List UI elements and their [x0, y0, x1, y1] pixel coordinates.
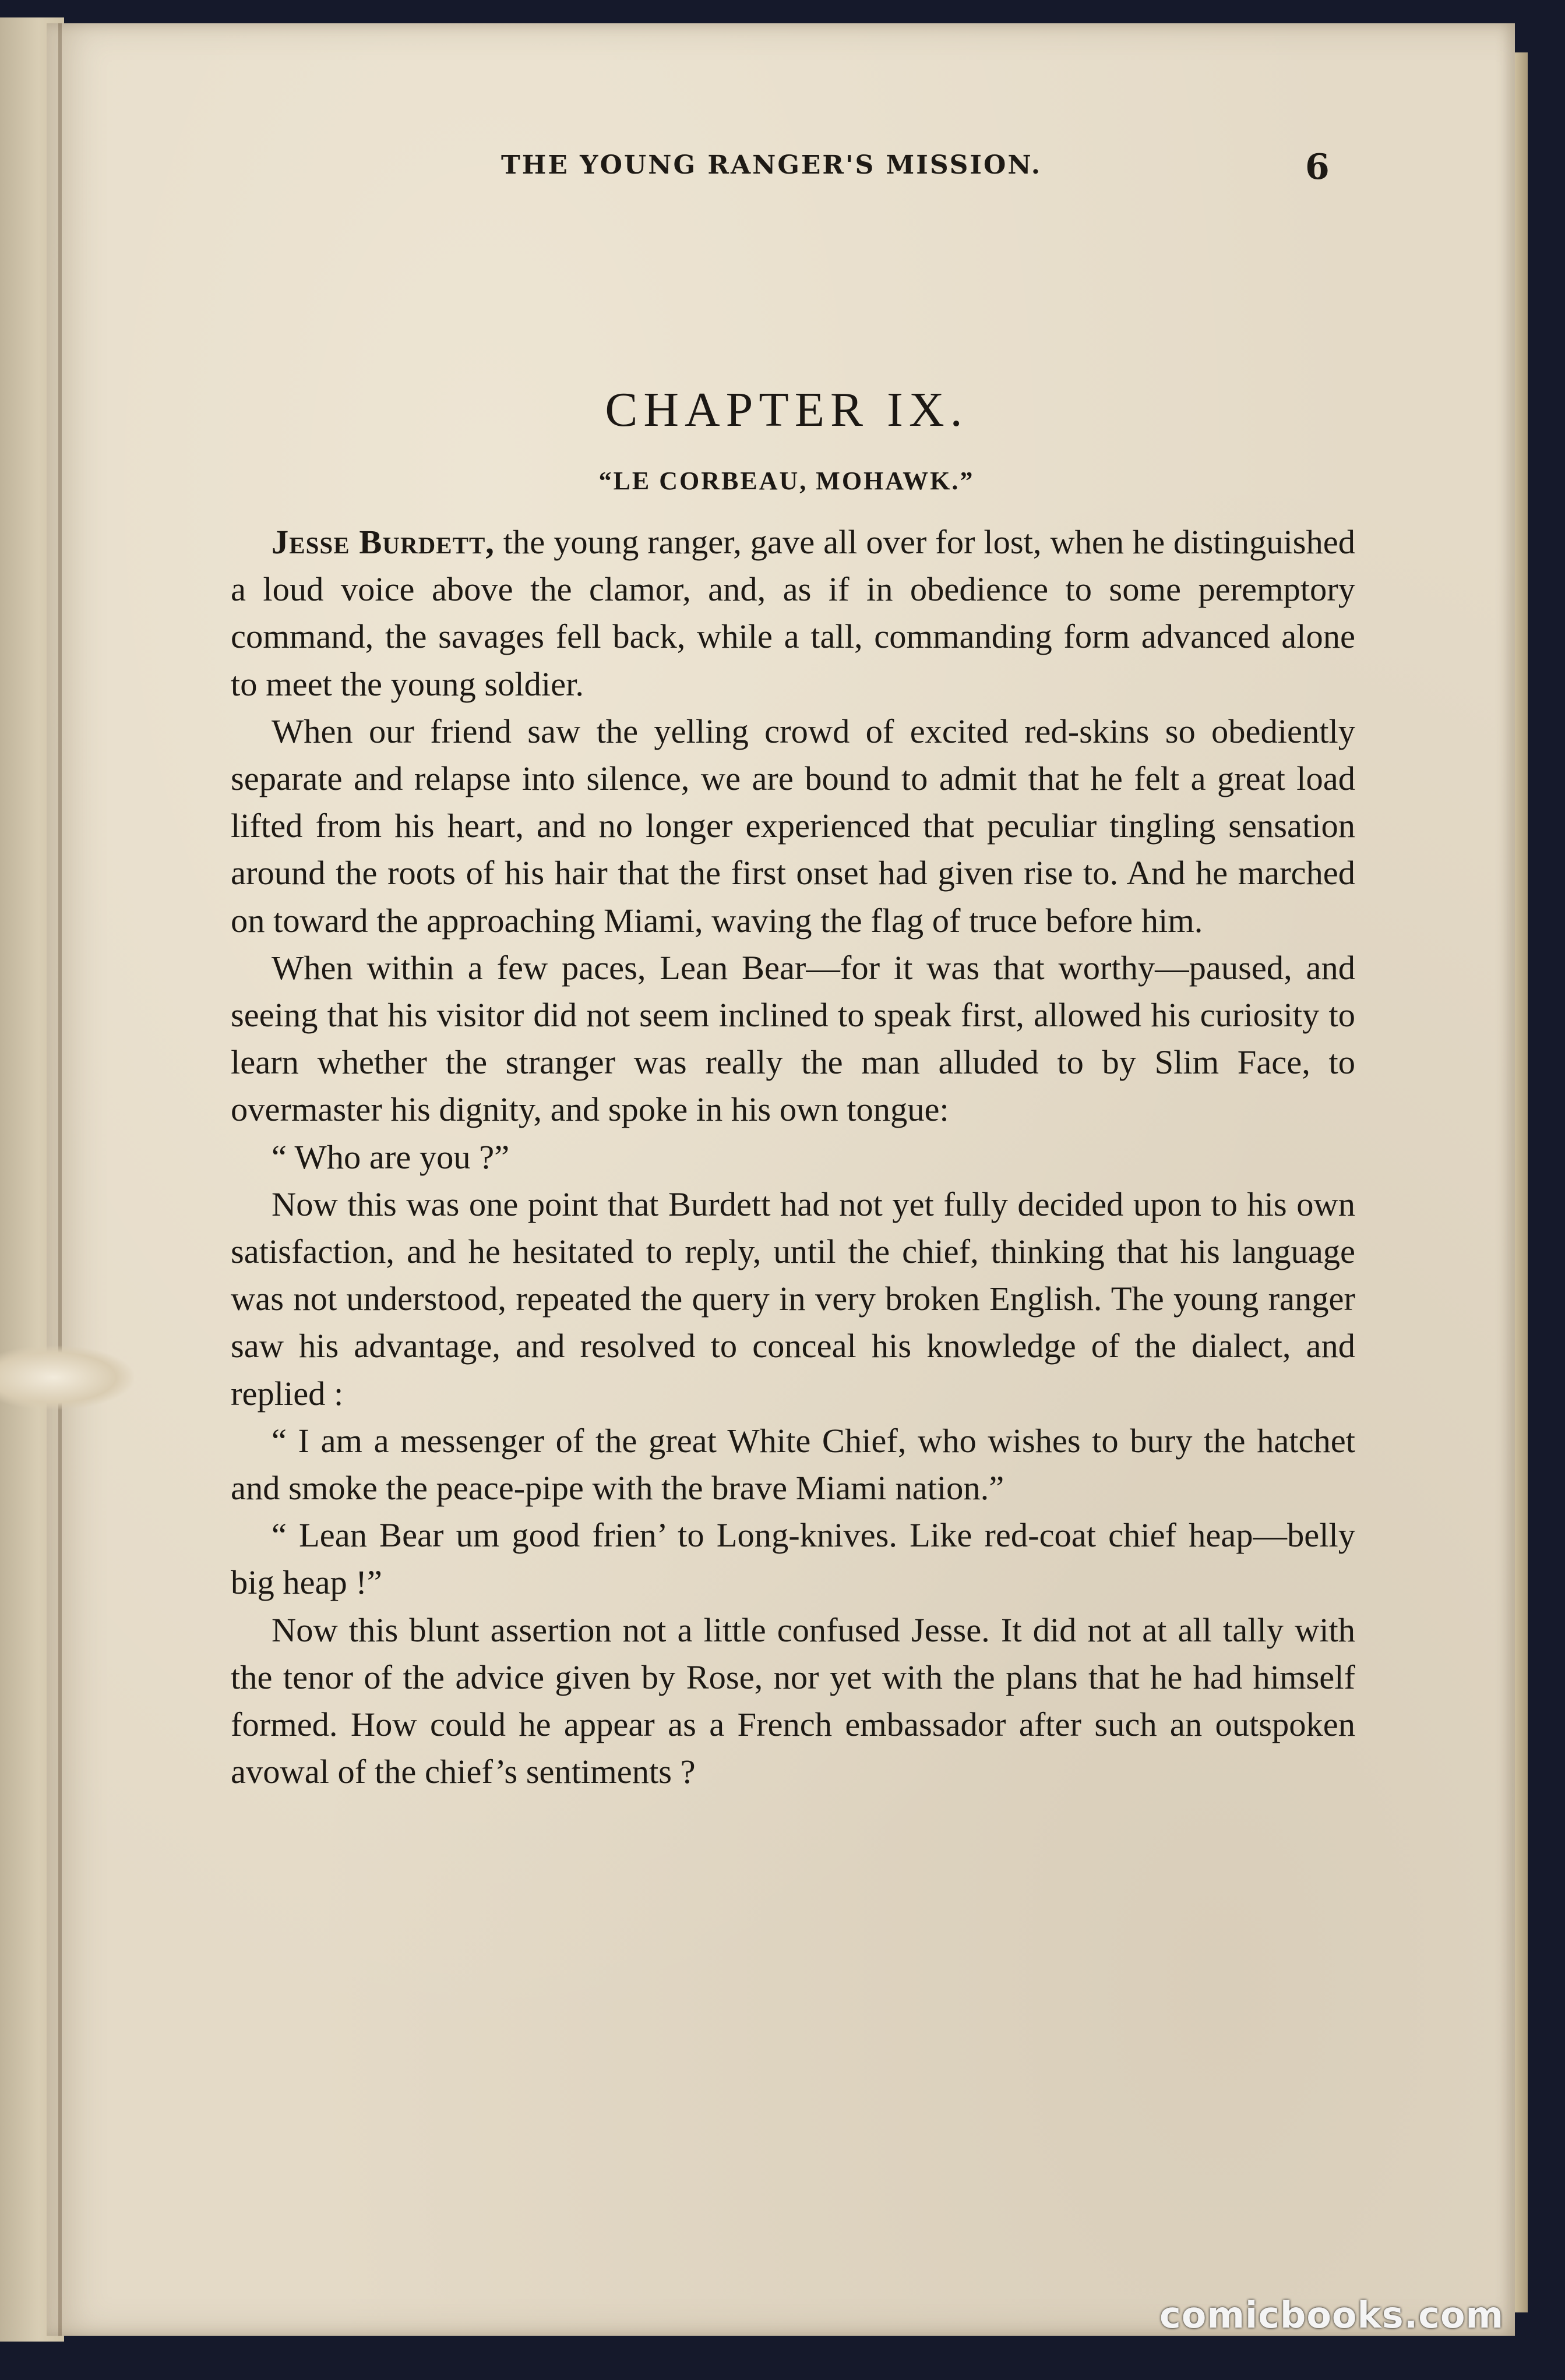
- binding-gutter: [58, 23, 62, 2336]
- page-stack-edge: [1515, 52, 1528, 2312]
- paragraph: [231, 518, 1355, 708]
- chapter-subtitle: “LE CORBEAU, MOHAWK.”: [598, 467, 975, 495]
- paragraph: “ I am a messenger of the great White Chief, who wishes to bury the hatchet and smoke the peace-pipe with the brave Miami nation.”: [231, 1421, 1355, 1507]
- running-head: [268, 147, 1398, 188]
- paragraph-text: the young ranger, gave all over for lost, when he distinguished a loud voice above the clamor, and, as if in obedience to some peremptory command, the savages fell back, while a tall, commanding form advanced alone to meet the young soldier.: [231, 523, 1355, 703]
- chapter-body: [231, 518, 1355, 1795]
- paragraph: “ Lean Bear um good frien’ to Long-knives. Like red-coat chief heap—belly big heap !”: [231, 1516, 1355, 1602]
- paragraph: Now this was one point that Burdett had not yet fully decided upon to his own satisfaction, and he hesitated to reply, until the chief, thinking that his language was not understood, repeated the query in very broken English. The young ranger saw his advantage, and resolved to conceal his knowledge of the dialect, and replied :: [231, 1185, 1355, 1413]
- paper-tear: [0, 1346, 134, 1410]
- paragraph: “ Who are you ?”: [272, 1138, 510, 1176]
- paragraph: When within a few paces, Lean Bear—for it was that worthy—paused, and seeing that his visitor did not seem inclined to speak first, allowed his curiosity to learn whether the stranger was really the man alluded to by Slim Face, to overmaster his dignity, and spoke in his own tongue:: [231, 948, 1355, 1129]
- site-watermark: comicbooks.com: [1159, 2294, 1504, 2336]
- page-number: 6: [1305, 147, 1331, 188]
- paragraph: When our friend saw the yelling crowd of excited red-skins so obediently separate and relapse into silence, we are bound to admit that he felt a great load lifted from his heart, and no longer experienced that peculiar tingling sensation around the roots of his hair that the first onset had given rise to. And he marched on toward the approaching Miami, waving the flag of truce before him.: [231, 712, 1355, 940]
- chapter-title: CHAPTER IX.: [605, 383, 968, 437]
- paragraph-lead: Jesse Burdett,: [272, 523, 495, 561]
- running-title: THE YOUNG RANGER'S MISSION.: [501, 150, 1042, 180]
- paragraph: Now this blunt assertion not a little confused Jesse. It did not at all tally with the tenor of the advice given by Rose, nor yet with the plans that he had himself formed. How could he appear as a French embassador after such an outspoken avowal of the chief’s sentiments ?: [231, 1611, 1355, 1791]
